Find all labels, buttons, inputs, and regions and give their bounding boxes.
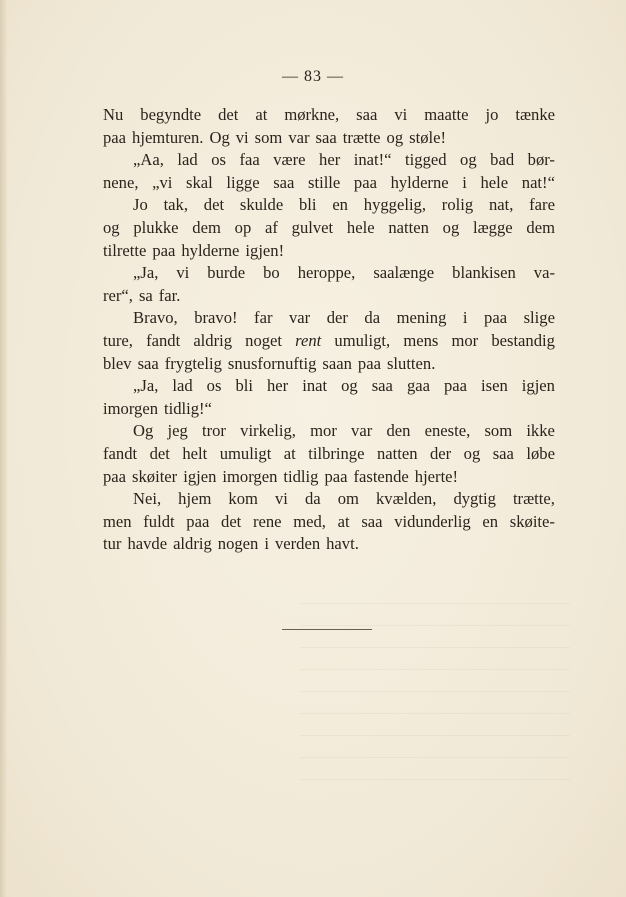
show-through bbox=[300, 600, 570, 780]
word: slige bbox=[523, 308, 555, 328]
word: Nei, bbox=[133, 489, 162, 509]
word: havde bbox=[127, 534, 168, 554]
text-line-15 bbox=[103, 420, 555, 443]
word: skøiter bbox=[132, 466, 178, 486]
word: her bbox=[319, 150, 341, 170]
word: trætte, bbox=[512, 489, 555, 509]
word: snusfornuftig bbox=[227, 353, 317, 373]
word: igjen bbox=[183, 466, 217, 486]
word: blankisen bbox=[452, 263, 516, 283]
word: gulvet bbox=[291, 217, 334, 237]
word: det bbox=[218, 105, 239, 124]
word: paa bbox=[484, 308, 508, 328]
word: ture, bbox=[103, 330, 133, 350]
word: maatte bbox=[424, 105, 469, 124]
word: aldrig bbox=[193, 330, 233, 350]
word: som bbox=[484, 421, 513, 441]
text-line-11 bbox=[103, 330, 555, 353]
word: Jo bbox=[133, 195, 148, 215]
word: bad bbox=[490, 150, 515, 170]
text-line-6 bbox=[103, 217, 555, 240]
word: en bbox=[332, 195, 348, 215]
word: begyndte bbox=[140, 105, 202, 124]
word: sa bbox=[138, 285, 153, 305]
text-line-8 bbox=[103, 262, 555, 285]
word: natten bbox=[388, 217, 429, 237]
word: bravo! bbox=[194, 308, 238, 328]
word: skulde bbox=[239, 195, 284, 215]
text-line-17 bbox=[103, 466, 555, 489]
word: og bbox=[103, 217, 120, 237]
word: umuligt bbox=[219, 443, 272, 463]
page-gutter bbox=[0, 0, 7, 897]
word: helt bbox=[182, 443, 208, 463]
body-text bbox=[103, 104, 555, 556]
word: var bbox=[351, 421, 373, 441]
word: Og bbox=[133, 421, 154, 441]
word: at bbox=[255, 105, 268, 124]
word: umuligt, bbox=[334, 330, 391, 350]
word: paa bbox=[152, 240, 176, 260]
word: og bbox=[341, 376, 358, 396]
word: fandt bbox=[103, 443, 138, 463]
word: tur bbox=[103, 534, 122, 554]
word: inat bbox=[302, 376, 328, 396]
word: bli bbox=[235, 376, 253, 396]
word: dygtig bbox=[453, 489, 496, 509]
word: burde bbox=[207, 263, 246, 283]
word: der bbox=[429, 443, 452, 463]
word: noget bbox=[245, 330, 283, 350]
word: paa bbox=[443, 376, 468, 396]
word: og bbox=[386, 127, 404, 147]
text-line-10 bbox=[103, 307, 555, 330]
word: stille bbox=[308, 172, 341, 192]
word: vi bbox=[275, 489, 288, 509]
word: hele bbox=[480, 172, 509, 192]
word: og bbox=[460, 150, 477, 170]
word: nat!“ bbox=[521, 172, 555, 192]
word: Bravo, bbox=[133, 308, 178, 328]
word: lad bbox=[172, 376, 193, 396]
word: inat!“ bbox=[353, 150, 392, 170]
word: virkelig, bbox=[240, 421, 296, 441]
word: kvælden, bbox=[376, 489, 437, 509]
word: va- bbox=[533, 263, 555, 283]
page-number: — 83 — bbox=[282, 68, 344, 85]
word: det bbox=[203, 195, 225, 215]
word: os bbox=[211, 150, 226, 170]
word: paa bbox=[357, 353, 381, 373]
word: bo bbox=[263, 263, 280, 283]
word: af bbox=[265, 217, 278, 237]
word: vi bbox=[235, 127, 249, 147]
word: mørkne, bbox=[284, 105, 340, 124]
word: jeg bbox=[167, 421, 188, 441]
word: fuldt bbox=[143, 511, 175, 531]
word: fastende bbox=[353, 466, 409, 486]
word: imorgen bbox=[222, 466, 278, 486]
word: da bbox=[364, 308, 381, 328]
word: hylderne bbox=[390, 172, 449, 192]
word: hyggelig, bbox=[363, 195, 426, 215]
word: mor bbox=[310, 421, 337, 441]
word: tak, bbox=[163, 195, 188, 215]
word: det bbox=[149, 443, 170, 463]
word: bestandig bbox=[491, 330, 555, 350]
word: dem bbox=[526, 217, 555, 237]
word: natten bbox=[376, 443, 418, 463]
text-line-9 bbox=[103, 285, 555, 308]
word: støle! bbox=[409, 127, 447, 147]
word: faa bbox=[239, 150, 260, 170]
word: den bbox=[386, 421, 411, 441]
word: plukke bbox=[133, 217, 179, 237]
word: men bbox=[103, 511, 132, 531]
word: mens bbox=[403, 330, 439, 350]
word: tidlig bbox=[283, 466, 319, 486]
word: rolig bbox=[441, 195, 474, 215]
word: en bbox=[482, 511, 499, 531]
word: med, bbox=[293, 511, 326, 531]
word: kom bbox=[228, 489, 258, 509]
word: hjerte! bbox=[414, 466, 459, 486]
word: isen bbox=[481, 376, 508, 396]
word: skøite- bbox=[509, 511, 555, 531]
word: var bbox=[288, 127, 310, 147]
word: at bbox=[283, 443, 296, 463]
word: være bbox=[273, 150, 306, 170]
word: nat, bbox=[488, 195, 514, 215]
word: da bbox=[304, 489, 321, 509]
word: paa bbox=[103, 466, 127, 486]
text-line-5 bbox=[103, 194, 555, 217]
word: om bbox=[337, 489, 359, 509]
word: saa bbox=[361, 511, 383, 531]
word: vi bbox=[176, 263, 190, 283]
word: saa bbox=[137, 353, 159, 373]
word: far bbox=[254, 308, 273, 328]
word: op bbox=[234, 217, 252, 237]
word: „Ja, bbox=[133, 376, 159, 396]
word: bli bbox=[298, 195, 317, 215]
word: i bbox=[462, 172, 467, 192]
word: nene, bbox=[103, 172, 139, 192]
word: paa bbox=[353, 172, 377, 192]
text-line-7 bbox=[103, 240, 555, 263]
word: paa bbox=[103, 127, 127, 147]
word: frygtelig bbox=[164, 353, 222, 373]
word: ligge bbox=[226, 172, 260, 192]
text-line-16 bbox=[103, 443, 555, 466]
word: paa bbox=[324, 466, 348, 486]
word: havt. bbox=[326, 534, 359, 554]
section-rule bbox=[282, 629, 372, 630]
word: „Aa, bbox=[133, 150, 164, 170]
word: far. bbox=[158, 285, 181, 305]
word: og bbox=[463, 443, 481, 463]
word: vidunderlig bbox=[394, 511, 471, 531]
word: gaa bbox=[406, 376, 430, 396]
word: tidlig!“ bbox=[164, 398, 212, 418]
word: rene bbox=[252, 511, 282, 531]
text-line-2 bbox=[103, 127, 555, 150]
text-line-1 bbox=[103, 104, 555, 127]
word: dem bbox=[192, 217, 221, 237]
word: tilbringe bbox=[308, 443, 365, 463]
word: aldrig bbox=[173, 534, 212, 554]
word: tigged bbox=[405, 150, 447, 170]
word: i bbox=[264, 534, 269, 554]
word: saalænge bbox=[373, 263, 435, 283]
word: slutten. bbox=[386, 353, 436, 373]
text-line-14 bbox=[103, 398, 555, 421]
word: hjem bbox=[178, 489, 212, 509]
word: det bbox=[221, 511, 242, 531]
word: blev bbox=[103, 353, 132, 373]
word: Nu bbox=[103, 105, 124, 124]
text-line-3 bbox=[103, 149, 555, 172]
word: heroppe, bbox=[297, 263, 356, 283]
word: ikke bbox=[526, 421, 555, 441]
text-line-13 bbox=[103, 375, 555, 398]
word: hele bbox=[346, 217, 375, 237]
word: Og bbox=[209, 127, 230, 147]
word: som bbox=[254, 127, 283, 147]
word: saa bbox=[273, 172, 295, 192]
word: saa bbox=[356, 105, 378, 124]
word: mening bbox=[396, 308, 447, 328]
word: mor bbox=[451, 330, 479, 350]
word: og bbox=[442, 217, 460, 237]
word: jo bbox=[485, 105, 499, 124]
word: her bbox=[266, 376, 289, 396]
word: løbe bbox=[526, 443, 555, 463]
text-line-4 bbox=[103, 172, 555, 195]
word: saa bbox=[315, 127, 337, 147]
word: var bbox=[288, 308, 311, 328]
word: lægge bbox=[473, 217, 513, 237]
word: der bbox=[326, 308, 348, 328]
word: bør- bbox=[527, 150, 555, 170]
text-line-20 bbox=[103, 533, 555, 556]
word: tilrette bbox=[103, 240, 147, 260]
word: saa bbox=[371, 376, 393, 396]
word: eneste, bbox=[424, 421, 471, 441]
word: verden bbox=[274, 534, 321, 554]
word: lad bbox=[177, 150, 198, 170]
word: os bbox=[206, 376, 222, 396]
text-line-12 bbox=[103, 353, 555, 376]
word: fare bbox=[529, 195, 555, 215]
word: hylderne bbox=[181, 240, 240, 260]
word: skal bbox=[186, 172, 213, 192]
word: tænke bbox=[515, 105, 555, 124]
word: fandt bbox=[146, 330, 181, 350]
text-line-19 bbox=[103, 511, 555, 534]
word: igjen bbox=[521, 376, 555, 396]
word: at bbox=[337, 511, 350, 531]
word: rer“, bbox=[103, 285, 133, 305]
word: saan bbox=[322, 353, 352, 373]
word: i bbox=[462, 308, 468, 328]
word: „Ja, bbox=[133, 263, 159, 283]
word: paa bbox=[186, 511, 210, 531]
word: trætte bbox=[342, 127, 381, 147]
word: tror bbox=[201, 421, 226, 441]
word: imorgen bbox=[103, 398, 158, 418]
word: nogen bbox=[217, 534, 259, 554]
word: vi bbox=[394, 105, 408, 124]
word: saa bbox=[492, 443, 514, 463]
text-line-18 bbox=[103, 488, 555, 511]
word: hjemturen. bbox=[132, 127, 204, 147]
word: „vi bbox=[152, 172, 173, 192]
word: igjen! bbox=[245, 240, 285, 260]
word: rent bbox=[295, 330, 322, 350]
